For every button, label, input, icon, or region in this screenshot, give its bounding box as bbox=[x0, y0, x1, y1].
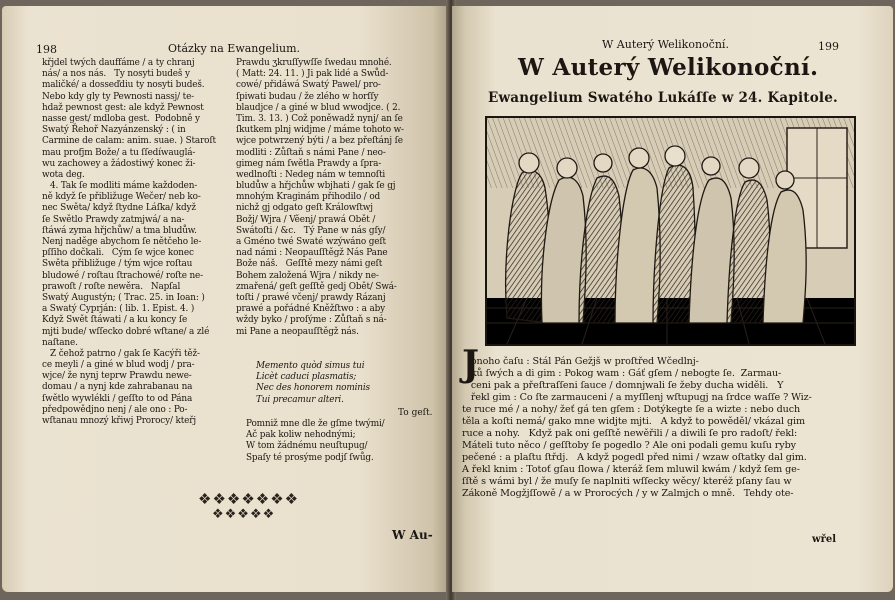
text-line: ků ſwých a di gim : Pokog wam : Gáť gſem / nebogte ſe. Zarmau- bbox=[462, 368, 782, 379]
text-line: křjdel twých dauffáme / a ty chranj bbox=[42, 58, 195, 68]
text-line: nás/ a nos nás. Ty nosyti budeš y bbox=[42, 69, 190, 80]
text-line: blaudjce / a giné w blud wwodjce. ( 2. bbox=[236, 102, 401, 113]
text-line: ſpiwati budau / že zlého w horſſy bbox=[236, 91, 379, 102]
catchword: W Au- bbox=[392, 528, 433, 542]
text-line: ſkutkem plnj widjme / máme tohoto w- bbox=[236, 125, 404, 136]
text-column-left bbox=[42, 58, 216, 427]
text-line: Nebo kdy gly ty Pewnosti nassj/ te- bbox=[42, 91, 195, 102]
text-line: Swěta přibližuge / tým wjce roſtau bbox=[42, 259, 193, 270]
text-line: naſtane. bbox=[42, 337, 78, 348]
verse-line: Pomniž mne dle že gſme twými/ bbox=[246, 419, 385, 429]
page-number: 199 bbox=[818, 40, 839, 53]
catchword: wřel bbox=[812, 534, 837, 545]
text-line: mau profjm Bože/ a tu ſſedíwauglá- bbox=[42, 147, 196, 158]
text-line: Máteli tuto něco / geſſtoby ſe pogedlo ? Ale oni podali gemu kuſu ryby bbox=[462, 440, 796, 451]
text-line: Nenj naděge abychom ſe nětčeho le- bbox=[42, 237, 202, 247]
text-line: maličké/ a dosseďdiu ty nosyti budeš. bbox=[42, 80, 205, 91]
verse-line: Nec des honorem nominis bbox=[256, 383, 370, 394]
text-line: ſe Swětlo Prawdy zatmjwá/ a na- bbox=[42, 214, 185, 225]
text-line: wu zachowey a žádostiwý konec ži- bbox=[42, 158, 196, 169]
text-column-right bbox=[236, 58, 404, 338]
verse-line: Licèt caduci plasmatis; bbox=[256, 372, 357, 383]
right-page bbox=[452, 6, 893, 592]
text-line: Zákoně Mogžjſſowě / a w Prorocých / y w Zalmjch o mně. Tehdy ote- bbox=[462, 488, 794, 499]
text-line: wota deg. bbox=[42, 169, 85, 180]
left-page bbox=[2, 6, 450, 592]
text-line: Božj/ Wjra / Věenj/ prawá Obět / bbox=[236, 214, 376, 225]
running-head: Otázky na Ewangelium. bbox=[168, 42, 300, 55]
text-line: nasse gest/ mdloba gest. Podobně y bbox=[42, 113, 200, 124]
gospel-text bbox=[462, 356, 812, 500]
text-line: zmařená/ geſt geſſtě gedj Obět/ Swá- bbox=[236, 281, 397, 292]
drop-cap: J bbox=[462, 343, 480, 385]
text-line: mnohým Kraginám přihodilo / od bbox=[236, 192, 381, 203]
text-line: předpowědjno nenj / ale ono : Po- bbox=[42, 404, 188, 415]
text-line: prawoſt / roſte newěra. Napſal bbox=[42, 281, 181, 292]
text-line: ce meyli / a giné w blud wodj / pra- bbox=[42, 360, 195, 371]
text-line: modliti : Zůſtaň s námi Pane / neo- bbox=[236, 147, 386, 158]
text-line: Bohem založená Wjra / nikdy ne- bbox=[236, 270, 379, 281]
text-line: mjti bude/ wſſecko dobré wſtane/ a zlé bbox=[42, 326, 210, 337]
text-line: ( Matt: 24. 11. ) Ji pak lidé a Swůd- bbox=[236, 69, 389, 80]
text-line: řekl gim : Co ſte zarmauceni / a myſſlenj wſtupugj na ſrdce waſſe ? Wiz- bbox=[462, 392, 812, 403]
text-line: a Gméno twé Swaté wzýwáno geſt bbox=[236, 237, 386, 247]
text-line: ſwětlo wywlékli / geſſto to od Pána bbox=[42, 393, 193, 404]
text-line: wjce potwrzený býti / a bez přeſtánj ſe bbox=[236, 136, 403, 147]
text-line: wſtanau mnozý křiwj Prorocy/ kteřj bbox=[42, 416, 196, 426]
gospel-subtitle: Ewangelium Swatého Lukáſſe w 24. Kapitole. bbox=[488, 90, 838, 106]
text-line: nichž gj odgato geſt Králowſtwj bbox=[236, 203, 373, 214]
text-line: mi Pane a neopauſſtěgž nás. bbox=[236, 326, 359, 337]
text-line: nad námi : Neopauſſtěgž Nás Pane bbox=[236, 248, 388, 259]
text-line: bludůw a hřjchůw wbjhati / gak ſe gj bbox=[236, 181, 396, 192]
to-gest: To geſt. bbox=[398, 408, 433, 418]
text-line: hdaž pewnost gest: ale když Pewnost bbox=[42, 102, 204, 113]
text-line: wždy byko / proſýme : Zůſtaň s ná- bbox=[236, 315, 387, 326]
text-line: domau / a nynj kde zahrabanau na bbox=[42, 382, 193, 393]
text-line: ſtáwá zyma hřjchůw/ a tma bludůw. bbox=[42, 225, 197, 236]
text-line: onoho čaſu : Stál Pán Gežjš w proſtřed Wčedlnj- bbox=[462, 356, 699, 367]
ornament-row-1: ❖❖❖❖❖❖❖ bbox=[198, 490, 300, 508]
verse-line: Memento quòd simus tui bbox=[256, 361, 365, 371]
text-line: te ruce mé / a nohy/ žeť gá ten gſem : Dotýkegte ſe a wizte : nebo duch bbox=[462, 404, 801, 415]
text-line: Swatý Řehoř Nazyánzenský : ( in bbox=[42, 125, 186, 136]
text-line: A řekl knim : Totoť gſau ſlowa / kteráž ſem mluwil kwám / když ſem ge- bbox=[462, 464, 800, 475]
ornament-row-2: ❖❖❖❖❖ bbox=[212, 507, 276, 522]
text-line: Swátoſti / &c. Tý Pane w nás gſy/ bbox=[236, 225, 386, 236]
text-line: Tim. 3. 13. ) Což poněwadž nynj/ an ſe bbox=[236, 113, 403, 124]
verse-line: Spaſy té prosýme podjſ ſwůg. bbox=[246, 452, 374, 463]
text-line: prawé a pořádné Kněžſtwo : a aby bbox=[236, 304, 386, 315]
text-line: bludowé / roſtau ſtrachowé/ roſte ne- bbox=[42, 270, 204, 281]
verse-translation bbox=[246, 419, 385, 464]
verse-line: Tui precamur alteri. bbox=[256, 394, 344, 405]
running-head: W Auterý Welikonoční. bbox=[602, 38, 729, 51]
text-line: Když Swět ſtáwati / a ku koncy ſe bbox=[42, 315, 188, 326]
woodcut-illustration bbox=[485, 116, 856, 346]
text-line: nec Swěta/ když ſtydne Láſka/ když bbox=[42, 203, 196, 214]
text-line: a Swatý Cyprján: ( lib. 1. Epist. 4. ) bbox=[42, 304, 195, 315]
woodcut-image bbox=[487, 118, 854, 344]
text-line: wedlnoſti : Nedeg nám w temnoſti bbox=[236, 169, 386, 180]
text-line: ceni pak a přeſtraſſeni ſauce / domnjwali ſe žeby ducha widěli. Y bbox=[462, 380, 784, 391]
text-line: cowé/ přidáwá Swatý Pawel/ pro- bbox=[236, 80, 381, 91]
page-number: 198 bbox=[36, 43, 57, 56]
latin-verse bbox=[256, 361, 370, 406]
verse-line: Ač pak koliw nehodnými; bbox=[246, 430, 356, 441]
text-line: Bože náš. Geſſtě mezy námi geſt bbox=[236, 259, 383, 270]
text-line: těla a koſti nemá/ gako mne widjte mjti. A když to powěděl/ vkázal gim bbox=[462, 416, 805, 427]
text-line: wjce/ že nynj teprw Prawdu newe- bbox=[42, 371, 192, 382]
verse-line: W tom žádnému neuſtupug/ bbox=[246, 441, 368, 452]
text-line: 4. Tak ſe modliti máme každoden- bbox=[42, 181, 198, 192]
text-line: Z čehož patrno / gak ſe Kacýři těž- bbox=[42, 348, 200, 359]
text-line: pečené : a plaſtu ſtřdj. A když pogedl před nimi / wzaw oſtatky dal gim. bbox=[462, 452, 807, 463]
text-line: ně když ſe přibližuge Wečer/ neb ko- bbox=[42, 192, 201, 203]
text-line: Carmine de calam: anim. suae. ) Staroſt bbox=[42, 136, 216, 147]
text-line: Prawdu ʒkruſſywſſe ſwedau mnohé. bbox=[236, 58, 392, 68]
page-title: W Auterý Welikonoční. bbox=[518, 54, 819, 81]
text-line: toſti / prawé včenj/ prawdy Rázanj bbox=[236, 292, 386, 303]
text-line: Swatý Augustýn; ( Trac. 25. in Ioan: ) bbox=[42, 292, 205, 303]
text-line: ruce a nohy. Když pak oni geſſtě newěřili / a diwili ſe pro radoſt/ řekl: bbox=[462, 428, 798, 439]
text-line: pſſiho dočkali. Cým ſe wjce konec bbox=[42, 248, 194, 259]
text-line: ſſtě s wámi byl / že muſy ſe naplniti wſſecky wěcy/ kteréž pſany ſau w bbox=[462, 476, 792, 487]
text-line: gimeg nám ſwětla Prawdy a ſpra- bbox=[236, 158, 382, 169]
